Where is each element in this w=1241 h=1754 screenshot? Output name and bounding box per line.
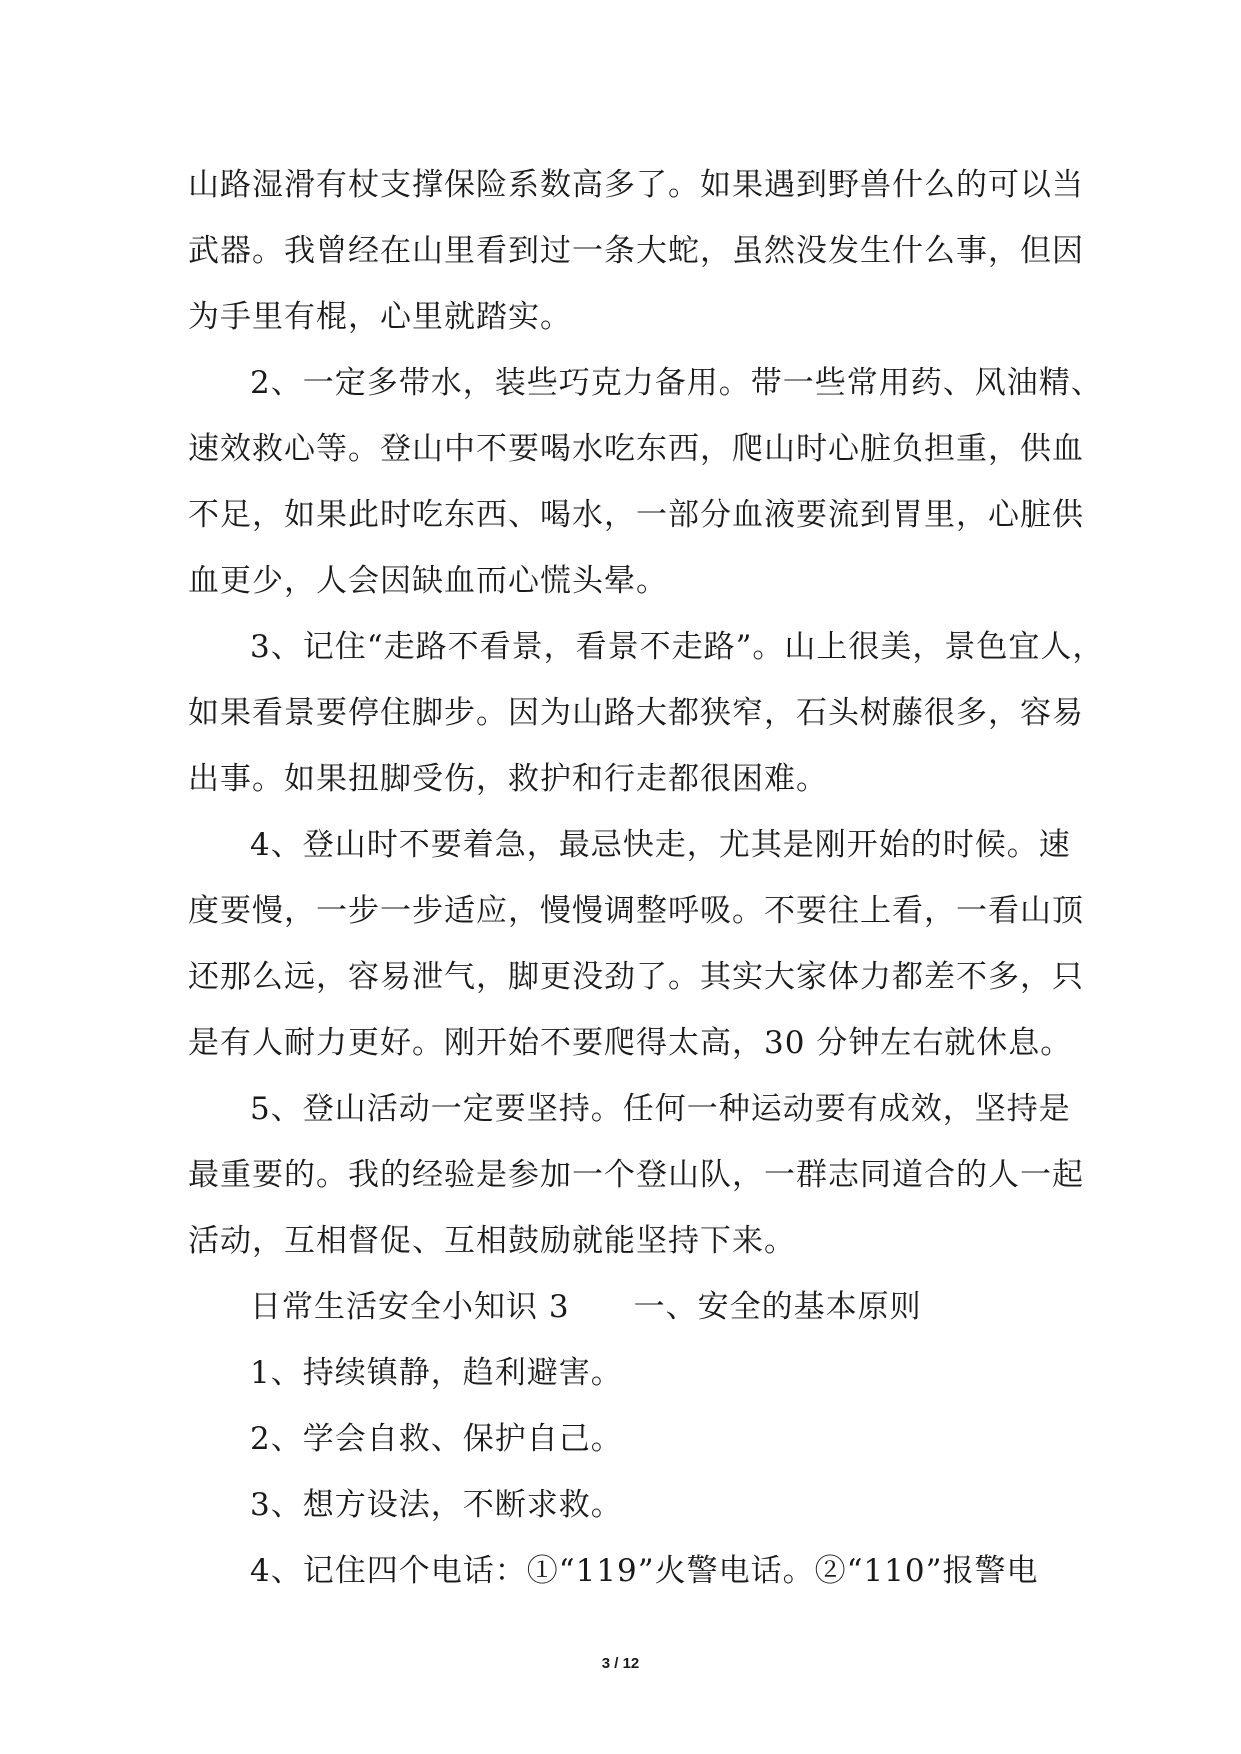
page-number: 3 / 12	[601, 1655, 640, 1672]
paragraph-start-line: 4、登山时不要着急，最忌快走，尤其是刚开始的时候。速	[250, 827, 1071, 863]
text-line: 是有人耐力更好。刚开始不要爬得太高，30 分钟左右就休息。	[188, 1025, 1073, 1061]
text-line: 血更少，人会因缺血而心慌头晕。	[188, 563, 668, 599]
list-item: 4、记住四个电话：①“119”火警电话。②“110”报警电	[250, 1553, 1039, 1589]
text-line: 速效救心等。登山中不要喝水吃东西，爬山时心脏负担重，供血	[188, 431, 1084, 467]
paragraph-start-line: 5、登山活动一定要坚持。任何一种运动要有成效，坚持是	[250, 1091, 1071, 1127]
text-line: 活动，互相督促、互相鼓励就能坚持下来。	[188, 1223, 796, 1259]
paragraph-start-line: 3、记住“走路不看景，看景不走路”。山上很美，景色宜人，	[250, 629, 1105, 665]
text-line: 如果看景要停住脚步。因为山路大都狭窄，石头树藤很多，容易	[188, 695, 1084, 731]
paragraph-start-line: 2、一定多带水，装些巧克力备用。带一些常用药、风油精、	[250, 365, 1103, 401]
text-line: 山路湿滑有杖支撑保险系数高多了。如果遇到野兽什么的可以当	[188, 167, 1084, 203]
text-line: 还那么远，容易泄气，脚更没劲了。其实大家体力都差不多，只	[188, 959, 1084, 995]
list-item: 1、持续镇静，趋利避害。	[250, 1355, 623, 1391]
document-body	[188, 152, 1105, 1604]
text-line: 为手里有棍，心里就踏实。	[188, 299, 572, 335]
list-item: 2、学会自救、保护自己。	[250, 1421, 623, 1457]
text-line: 度要慢，一步一步适应，慢慢调整呼吸。不要往上看，一看山顶	[188, 893, 1084, 929]
list-item: 3、想方设法，不断求救。	[250, 1487, 623, 1523]
text-line: 不足，如果此时吃东西、喝水，一部分血液要流到胃里，心脏供	[188, 497, 1084, 533]
text-line: 出事。如果扭脚受伤，救护和行走都很困难。	[188, 761, 828, 797]
section-heading-line: 日常生活安全小知识 3 一、安全的基本原则	[250, 1289, 922, 1325]
text-line: 武器。我曾经在山里看到过一条大蛇，虽然没发生什么事，但因	[188, 233, 1084, 269]
text-line: 最重要的。我的经验是参加一个登山队，一群志同道合的人一起	[188, 1157, 1084, 1193]
